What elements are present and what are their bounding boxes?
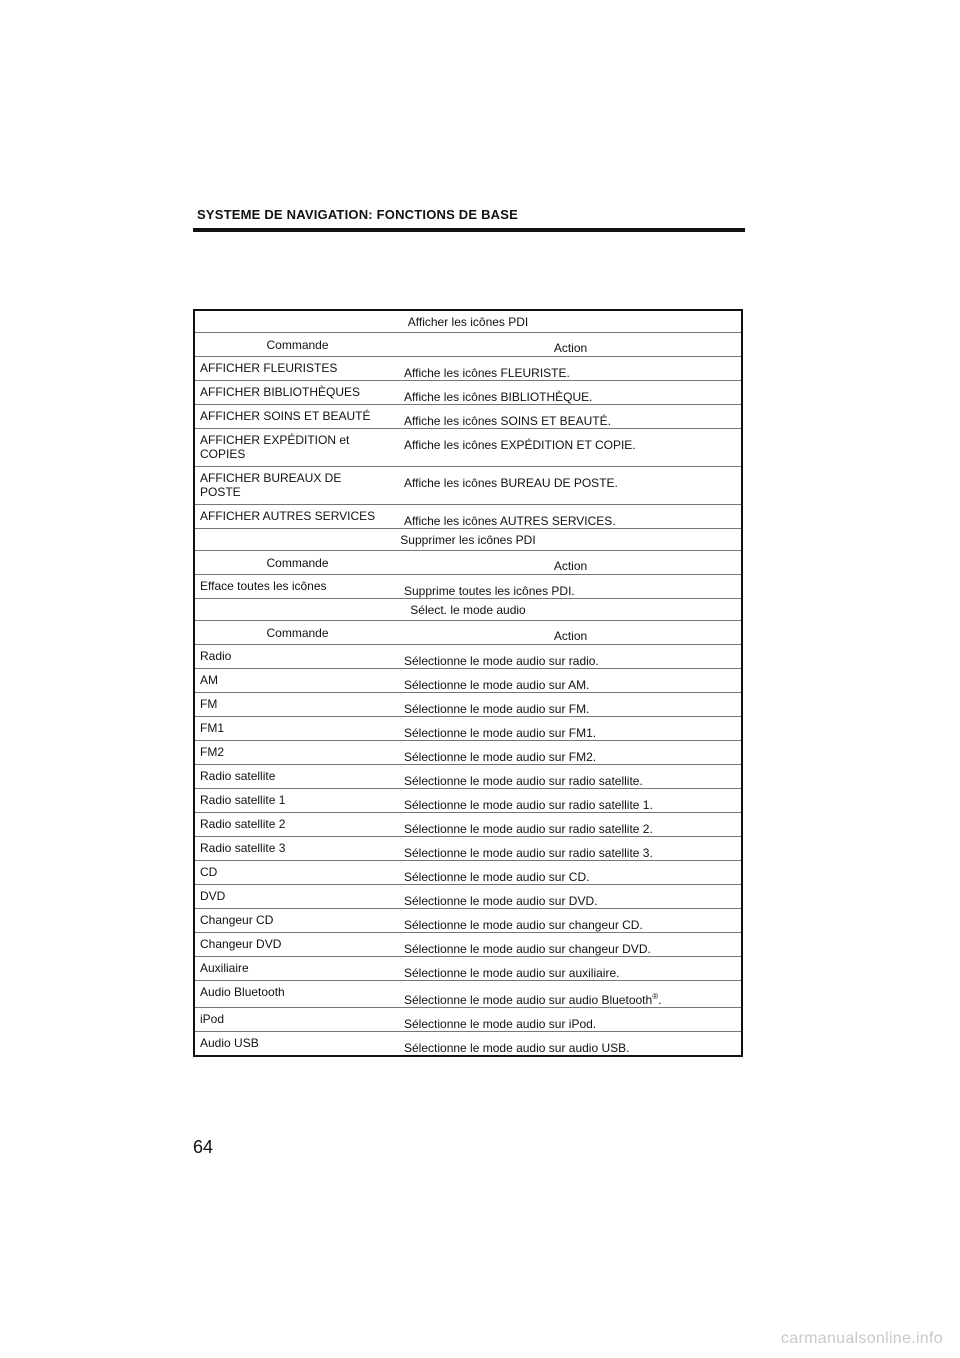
section-title: Supprimer les icônes PDI: [194, 529, 742, 551]
table-row: [194, 717, 742, 741]
command-cell: Radio: [194, 645, 399, 669]
command-cell: Radio satellite: [194, 765, 399, 789]
table-row: [194, 357, 742, 381]
section-title-row: [194, 310, 742, 333]
action-cell: Sélectionne le mode audio sur FM.: [399, 693, 742, 717]
action-cell: Sélectionne le mode audio sur DVD.: [399, 885, 742, 909]
command-cell: AFFICHER SOINS ET BEAUTÉ: [194, 405, 399, 429]
action-cell: Sélectionne le mode audio sur audio USB.: [399, 1032, 742, 1057]
action-cell: Affiche les icônes SOINS ET BEAUTÉ.: [399, 405, 742, 429]
command-cell: Audio USB: [194, 1032, 399, 1057]
table-row: [194, 765, 742, 789]
table-row: [194, 381, 742, 405]
command-cell: Auxiliaire: [194, 957, 399, 981]
table-row: [194, 885, 742, 909]
action-cell: Sélectionne le mode audio sur changeur CD.: [399, 909, 742, 933]
action-cell: Sélectionne le mode audio sur changeur DVD.: [399, 933, 742, 957]
column-header-command: Commande: [194, 621, 399, 645]
command-cell: DVD: [194, 885, 399, 909]
table-row: [194, 693, 742, 717]
action-cell: Sélectionne le mode audio sur radio.: [399, 645, 742, 669]
action-cell: Sélectionne le mode audio sur FM1.: [399, 717, 742, 741]
action-cell: Sélectionne le mode audio sur auxiliaire.: [399, 957, 742, 981]
table-row: [194, 645, 742, 669]
header-rule: [193, 228, 745, 232]
action-cell: Sélectionne le mode audio sur radio satellite 1.: [399, 789, 742, 813]
action-cell: Sélectionne le mode audio sur radio satellite 2.: [399, 813, 742, 837]
column-header-command: Commande: [194, 551, 399, 575]
section-title-row: [194, 529, 742, 551]
command-cell: AFFICHER FLEURISTES: [194, 357, 399, 381]
action-cell: Sélectionne le mode audio sur AM.: [399, 669, 742, 693]
table-row: [194, 741, 742, 765]
table-row: [194, 957, 742, 981]
action-cell: Sélectionne le mode audio sur CD.: [399, 861, 742, 885]
command-cell: Radio satellite 1: [194, 789, 399, 813]
table-row: [194, 861, 742, 885]
table-row: [194, 429, 742, 467]
action-cell: Sélectionne le mode audio sur iPod.: [399, 1008, 742, 1032]
column-header-action: Action: [399, 621, 742, 645]
command-cell: Radio satellite 3: [194, 837, 399, 861]
table-row: [194, 1032, 742, 1057]
command-cell: FM: [194, 693, 399, 717]
command-cell: Changeur CD: [194, 909, 399, 933]
command-cell: CD: [194, 861, 399, 885]
command-cell: [194, 467, 399, 505]
command-cell: Efface toutes les icônes: [194, 575, 399, 599]
command-cell: Audio Bluetooth: [194, 981, 399, 1008]
command-cell: Changeur DVD: [194, 933, 399, 957]
command-line: AFFICHER BUREAUX DE: [200, 471, 342, 485]
watermark: carmanualsonline.info: [781, 1330, 943, 1347]
action-cell: Affiche les icônes BUREAU DE POSTE.: [399, 467, 742, 505]
table-row: [194, 909, 742, 933]
section-title-row: [194, 599, 742, 621]
command-cell: AM: [194, 669, 399, 693]
action-text-end: .: [658, 993, 662, 1007]
column-header-row: [194, 551, 742, 575]
column-header-command: Commande: [194, 333, 399, 357]
column-header-row: [194, 621, 742, 645]
command-line: POSTE: [200, 485, 241, 499]
action-cell: Sélectionne le mode audio sur radio satellite.: [399, 765, 742, 789]
page-number: 64: [193, 1137, 214, 1157]
page-header-title: SYSTEME DE NAVIGATION: FONCTIONS DE BASE: [197, 207, 518, 222]
registered-mark: ®: [652, 992, 659, 1001]
command-cell: iPod: [194, 1008, 399, 1032]
section-title: Afficher les icônes PDI: [194, 310, 742, 333]
command-table: [193, 309, 743, 1057]
action-text: Sélectionne le mode audio sur audio Bluetooth: [404, 993, 653, 1007]
table-row: [194, 575, 742, 599]
action-cell: [399, 981, 742, 1008]
action-cell: Affiche les icônes BIBLIOTHÈQUE.: [399, 381, 742, 405]
command-cell: AFFICHER BIBLIOTHÈQUES: [194, 381, 399, 405]
column-header-action: Action: [399, 551, 742, 575]
action-cell: Sélectionne le mode audio sur radio satellite 3.: [399, 837, 742, 861]
action-cell: Affiche les icônes EXPÉDITION ET COPIE.: [399, 429, 742, 467]
section-title: Sélect. le mode audio: [194, 599, 742, 621]
action-cell: Affiche les icônes AUTRES SERVICES.: [399, 505, 742, 529]
column-header-row: [194, 333, 742, 357]
command-cell: FM1: [194, 717, 399, 741]
command-cell: Radio satellite 2: [194, 813, 399, 837]
table-row: [194, 789, 742, 813]
action-cell: Sélectionne le mode audio sur FM2.: [399, 741, 742, 765]
action-cell: Supprime toutes les icônes PDI.: [399, 575, 742, 599]
table-row: [194, 813, 742, 837]
table-row: [194, 933, 742, 957]
table-row: [194, 505, 742, 529]
table-row: [194, 467, 742, 505]
command-cell: FM2: [194, 741, 399, 765]
column-header-action: Action: [399, 333, 742, 357]
command-cell: AFFICHER AUTRES SERVICES: [194, 505, 399, 529]
table-row: [194, 405, 742, 429]
action-cell: Affiche les icônes FLEURISTE.: [399, 357, 742, 381]
table-row: [194, 1008, 742, 1032]
table-row: [194, 837, 742, 861]
command-line: COPIES: [200, 447, 246, 461]
command-line: AFFICHER EXPÉDITION et: [200, 433, 350, 447]
table-row: [194, 669, 742, 693]
command-cell: [194, 429, 399, 467]
table-row: [194, 981, 742, 1008]
